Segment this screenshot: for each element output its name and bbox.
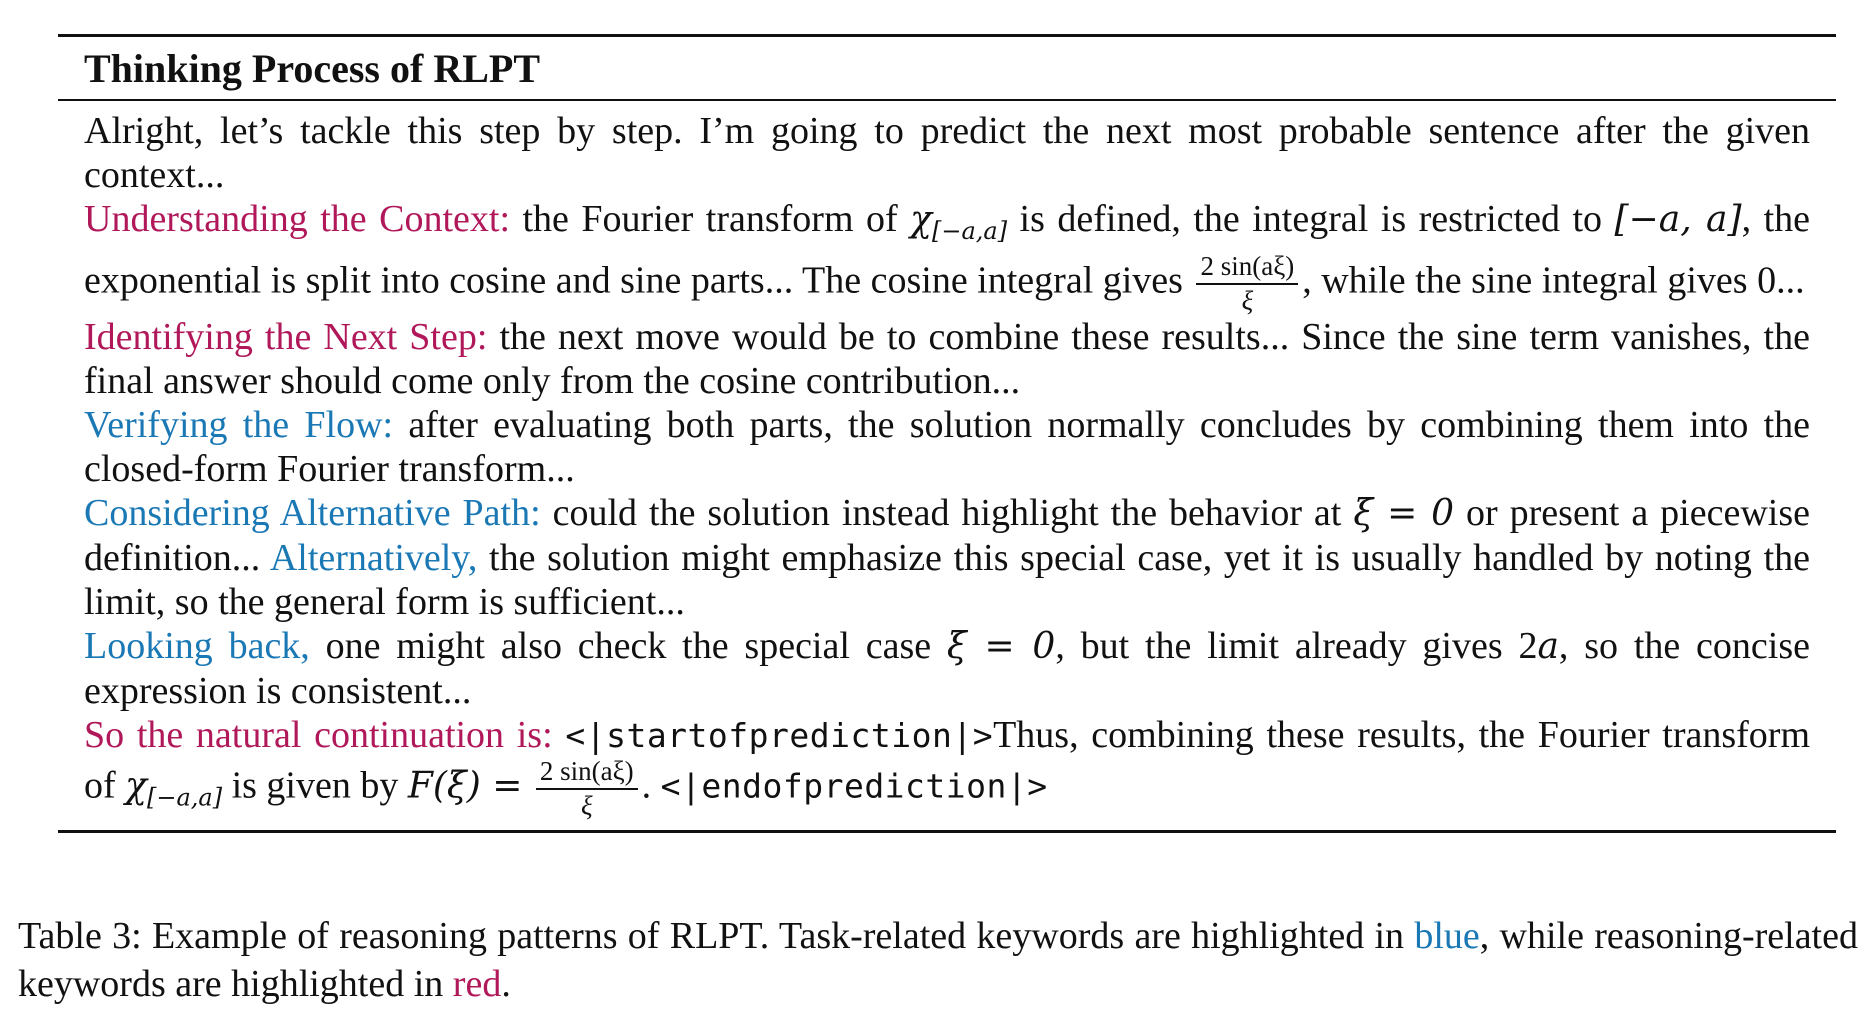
intro-paragraph: Alright, let’s tackle this step by step. I’m going to predict the next most probable sentence after the given context... xyxy=(84,110,1810,196)
chi-symbol: χ xyxy=(910,199,932,240)
xi-zero-math-2: ξ = 0 xyxy=(946,626,1056,667)
sinc-fraction-2 xyxy=(536,758,638,820)
table-body xyxy=(58,101,1836,833)
chi-subscript-2: [−a,a] xyxy=(146,783,223,812)
xi-zero-math: ξ = 0 xyxy=(1353,493,1455,534)
table-title: Thinking Process of RLPT xyxy=(58,37,1836,101)
looking-back-paragraph xyxy=(84,624,1810,713)
fraction-denominator: ξ xyxy=(1241,286,1254,316)
chi-symbol-2: χ xyxy=(125,765,147,807)
continuation-text-2: is given by xyxy=(222,764,408,807)
chi-subscript: [−a,a] xyxy=(931,217,1008,245)
fraction-numerator-2: 2 sin(aξ) xyxy=(536,758,638,790)
interval-math: [−a, a] xyxy=(1614,199,1742,240)
identifying-paragraph xyxy=(84,315,1810,403)
looking-text-3: , so the concise expression is consistent... xyxy=(84,625,1810,712)
identifying-text: the next move would be to combine these results... Since the sine term vanishes, the final answer should come only from the cosine contribution... xyxy=(84,316,1810,402)
verifying-text: after evaluating both parts, the solution normally concludes by combining them into the closed-form Fourier transform... xyxy=(84,404,1810,490)
alternative-text-1: could the solution instead highlight the behavior at xyxy=(540,492,1354,534)
alternative-label: Considering Alternative Path: xyxy=(84,492,541,534)
reasoning-table xyxy=(58,34,1836,833)
looking-text-2: , but the limit already gives 2 xyxy=(1055,625,1538,667)
fraction-numerator: 2 sin(aξ) xyxy=(1196,253,1298,285)
caption-prefix: Table 3: Example of reasoning patterns of RLPT. Task-related keywords are highlighted in xyxy=(18,915,1415,957)
a-math: a xyxy=(1537,626,1559,667)
verifying-paragraph xyxy=(84,403,1810,491)
alternatively-label: Alternatively, xyxy=(269,537,478,579)
verifying-label: Verifying the Flow: xyxy=(84,404,394,446)
caption-suffix: . xyxy=(501,963,511,1005)
understanding-text-1: the Fourier transform of xyxy=(510,198,911,240)
end-prediction-token: <|endofprediction|> xyxy=(660,766,1048,806)
table-caption xyxy=(18,912,1858,1008)
alternative-text-2: or present a piecewise definition... xyxy=(84,492,1810,579)
understanding-text-2: is defined, the integral is restricted to xyxy=(1007,198,1615,240)
understanding-text-3: , the exponential is split into cosine and sine parts... The cosine integral gives xyxy=(84,198,1810,302)
identifying-label: Identifying the Next Step: xyxy=(84,316,488,358)
sinc-fraction xyxy=(1196,253,1298,315)
start-prediction-token: <|startofprediction|> xyxy=(565,716,994,755)
alternative-paragraph xyxy=(84,491,1810,624)
understanding-label: Understanding the Context: xyxy=(84,198,511,240)
understanding-text-4: , while the sine integral gives 0... xyxy=(1302,259,1805,302)
understanding-paragraph xyxy=(84,197,1810,315)
continuation-text-3: . xyxy=(641,764,661,807)
caption-middle: , while reasoning-related keywords are highlighted in xyxy=(18,915,1858,1005)
continuation-text-1: Thus, combining these results, the Fourier transform of xyxy=(84,714,1811,807)
looking-text-1: one might also check the special case xyxy=(309,625,947,667)
caption-blue-word: blue xyxy=(1414,915,1480,957)
looking-back-label: Looking back, xyxy=(84,625,310,667)
alternative-text-3: the solution might emphasize this special case, yet it is usually handled by noting the limit, so the general form is sufficient... xyxy=(84,537,1811,623)
continuation-label: So the natural continuation is: xyxy=(84,714,553,756)
continuation-paragraph xyxy=(84,713,1810,820)
f-xi-math: F(ξ) = xyxy=(407,765,523,807)
fraction-denominator-2: ξ xyxy=(580,791,593,821)
caption-red-word: red xyxy=(452,963,502,1005)
